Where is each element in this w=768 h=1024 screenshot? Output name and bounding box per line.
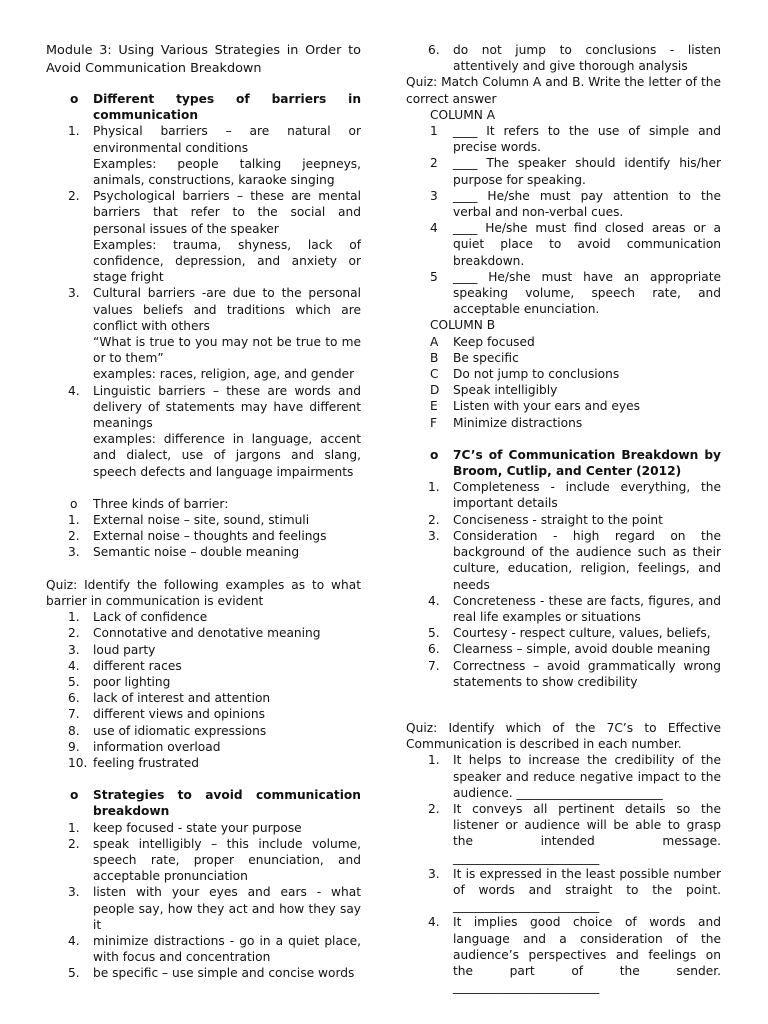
sevenc-item: 2. Conciseness - straight to the point xyxy=(428,512,663,527)
quiz3-item: 3. It is expressed in the least possible number of words and straight to the point. ________________________ xyxy=(428,866,721,914)
kind-item: 1. External noise – site, sound, stimuli xyxy=(68,513,310,528)
sevenc-item: 5. Courtesy - respect culture, values, beliefs, xyxy=(428,626,711,641)
quiz1-item: 8. use of idiomatic expressions xyxy=(68,723,267,738)
bullet-marker: o xyxy=(70,788,79,803)
left-column xyxy=(46,42,361,982)
sevenc-heading: o 7C’s of Communication Breakdown by Broom, Cutlip, and Center (2012) xyxy=(430,447,721,479)
barrier-item: 3. Cultural barriers -are due to the personal values beliefs and traditions which are conflict with others “What is true to you may not be true to me or to them” examples: races, religion, age, and gender xyxy=(68,286,361,382)
quiz1-intro: Quiz: Identify the following examples as to what barrier in communication is evident xyxy=(46,577,361,608)
right-column xyxy=(406,42,721,995)
column-b-label: COLUMN B xyxy=(430,318,496,333)
barrier-example: examples: races, religion, age, and gender xyxy=(93,367,355,382)
sevenc-item: 7. Correctness – avoid grammatically wrong statements to show credibility xyxy=(428,658,721,689)
quiz3-item: 4. It implies good choice of words and language and a consideration of the audience’s perspectives and feelings on the part of the sender. ________________________ xyxy=(428,915,721,995)
barrier-example: Examples: trauma, shyness, lack of confidence, depression, and anxiety or stage fright xyxy=(93,237,361,285)
kind-item: 2. External noise – thoughts and feelings xyxy=(68,529,327,544)
quiz2-intro: Quiz: Match Column A and B. Write the letter of the correct answer xyxy=(406,75,721,106)
column-b-item: B Be specific xyxy=(430,350,519,365)
column-b-item: E Listen with your ears and eyes xyxy=(430,399,640,414)
barrier-quote: “What is true to you may not be true to me or to them” xyxy=(93,335,361,366)
quiz1-list xyxy=(46,609,361,771)
strategy-item: 4. minimize distractions - go in a quiet place, with focus and concentration xyxy=(68,933,361,965)
column-b-item: D Speak intelligibly xyxy=(430,383,558,398)
bullet-marker: o xyxy=(70,92,79,106)
barrier-example: examples: difference in language, accent and dialect, use of jargons and slang, speech defects and language impairments xyxy=(93,432,361,479)
barrier-text: Linguistic barriers – these are words and delivery of statements may have different meanings xyxy=(93,383,361,431)
quiz1-item: 1. Lack of confidence xyxy=(68,610,208,625)
column-b-item: C Do not jump to conclusions xyxy=(430,367,620,382)
barrier-example: Examples: people talking jeepneys, animals, constructions, karaoke singing xyxy=(93,156,361,188)
barrier-item: 1. Physical barriers – are natural or environmental conditions Examples: people talking jeepneys, animals, constructions, karaoke singing xyxy=(68,124,361,188)
strategy-item: 6. do not jump to conclusions - listen attentively and give thorough analysis xyxy=(428,43,721,74)
barrier-item: 2. Psychological barriers – these are mental barriers that refer to the social and personal issues of the speaker Examples: trauma, shyness, lack of confidence, depression, and anxiety or stage fright xyxy=(68,189,361,285)
sevenc-item: 3. Consideration - high regard on the background of the audience such as their culture, education, religion, feelings, and needs xyxy=(428,528,721,592)
strategy-item: 2. speak intelligibly – this include volume, speech rate, proper enunciation, and acceptable pronunciation xyxy=(68,836,361,884)
module-title: Module 3: Using Various Strategies in Order to Avoid Communication Breakdown xyxy=(46,43,361,76)
quiz1-item: 2. Connotative and denotative meaning xyxy=(68,626,321,641)
column-a-item: 1 ____ It refers to the use of simple and precise words. xyxy=(430,124,721,155)
strategy-item: 1. keep focused - state your purpose xyxy=(68,820,302,835)
sevenc-item: 4. Concreteness - these are facts, figures, and real life examples or situations xyxy=(428,593,721,624)
strategy-list xyxy=(46,820,361,982)
barrier-text: Cultural barriers -are due to the personal values beliefs and traditions which are conflict with others xyxy=(93,286,361,333)
column-a-item: 3 ____ He/she must pay attention to the verbal and non-verbal cues. xyxy=(430,188,721,220)
column-a-label: COLUMN A xyxy=(430,107,496,122)
quiz1-item: 9. information overload xyxy=(68,739,221,754)
quiz1-item: 7. different views and opinions xyxy=(68,707,265,722)
barrier-list xyxy=(46,123,361,479)
sevenc-list xyxy=(406,479,721,690)
quiz1-item: 4. different races xyxy=(68,658,182,673)
quiz3-item: 2. It conveys all pertinent details so the listener or audience will be able to grasp the intended message. ________________________ xyxy=(428,801,721,865)
column-b-list xyxy=(406,334,721,431)
quiz1-item: 5. poor lighting xyxy=(68,674,171,689)
kinds-heading: o Three kinds of barrier: xyxy=(70,496,229,511)
sevenc-item: 6. Clearness – simple, avoid double meaning xyxy=(428,642,711,657)
barriers-heading: o Different types of barriers in communication xyxy=(70,92,361,123)
sevenc-item: 1. Completeness - include everything, the important details xyxy=(428,480,721,511)
bullet-marker: o xyxy=(430,447,439,462)
quiz3-item: 1. It helps to increase the credibility of the speaker and reduce negative impact to the audience. ________________________ xyxy=(428,753,721,800)
bullet-marker: o xyxy=(70,496,78,511)
column-a-item: 4 ____ He/she must find closed areas or a quiet place to avoid communication breakdown. xyxy=(430,221,721,268)
quiz3-list xyxy=(406,752,721,995)
column-a-item: 2 ____ The speaker should identify his/her purpose for speaking. xyxy=(430,156,721,187)
strategies-heading: o Strategies to avoid communication breakdown xyxy=(70,788,361,819)
quiz3-intro: Quiz: Identify which of the 7C’s to Effective Communication is described in each number. xyxy=(406,720,721,752)
strategy-item: 3. listen with your eyes and ears - what people say, how they act and how they say it xyxy=(68,885,361,932)
kind-item: 3. Semantic noise – double meaning xyxy=(68,545,300,560)
barrier-text: Psychological barriers – these are mental barriers that refer to the social and personal issues of the speaker xyxy=(93,189,361,236)
column-a-item: 5 ____ He/she must have an appropriate speaking volume, speech rate, and acceptable enunciation. xyxy=(430,269,721,317)
column-a-list xyxy=(406,123,721,317)
barrier-text: Physical barriers – are natural or environmental conditions xyxy=(93,124,361,155)
barrier-item: 4. Linguistic barriers – these are words and delivery of statements may have different meanings examples: difference in language, accent and dialect, use of jargons and slang, speech defects and language impairments xyxy=(68,383,361,479)
quiz1-item: 3. loud party xyxy=(68,642,156,657)
column-b-item: A Keep focused xyxy=(430,334,535,349)
strategy-item: 5. be specific – use simple and concise words xyxy=(68,966,355,981)
column-b-item: F Minimize distractions xyxy=(430,415,583,430)
quiz1-item: 10. feeling frustrated xyxy=(68,755,200,770)
quiz1-item: 6. lack of interest and attention xyxy=(68,691,271,706)
